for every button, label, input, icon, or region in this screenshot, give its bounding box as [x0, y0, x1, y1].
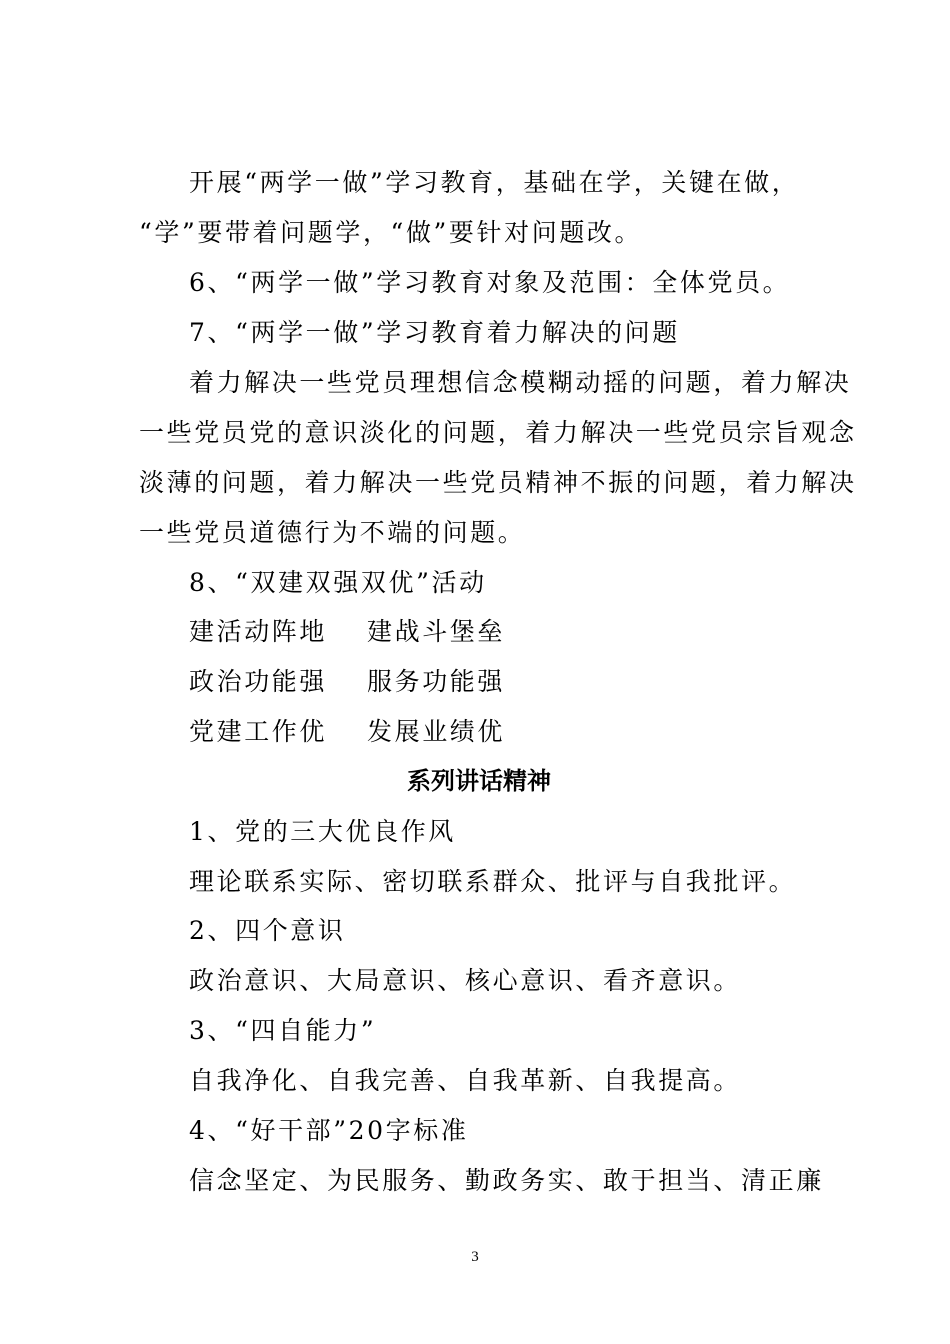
page-number: 3	[471, 1249, 479, 1265]
paragraph-line: 开展“两学一做”学习教育，基础在学，关键在做，	[189, 168, 800, 197]
list-item-2: 2、四个意识	[189, 916, 346, 945]
paragraph-line: 淡薄的问题，着力解决一些党员精神不振的问题，着力解决	[139, 468, 857, 497]
list-item-4: 4、“好干部”20字标准	[189, 1116, 469, 1145]
paragraph-line: 自我净化、自我完善、自我革新、自我提高。	[189, 1066, 742, 1095]
paragraph-line: 一些党员道德行为不端的问题。	[139, 518, 526, 547]
paragraph-line: 信念坚定、为民服务、勤政务实、敢于担当、清正廉	[189, 1166, 824, 1195]
list-item-3: 3、“四自能力”	[189, 1016, 377, 1045]
activity-pair-row	[139, 715, 869, 749]
paragraph-line: 政治意识、大局意识、核心意识、看齐意识。	[189, 966, 742, 995]
activity-item: 建战斗堡垒	[367, 617, 506, 646]
activity-pair-row	[139, 665, 869, 699]
activity-pair-row	[139, 615, 869, 649]
paragraph-line: 着力解决一些党员理想信念模糊动摇的问题，着力解决	[189, 368, 852, 397]
activity-item: 建活动阵地	[189, 617, 328, 646]
list-item-6: 6、“两学一做”学习教育对象及范围：全体党员。	[189, 268, 791, 297]
list-item-7: 7、“两学一做”学习教育着力解决的问题	[189, 318, 680, 347]
activity-item: 发展业绩优	[367, 717, 506, 746]
list-item-8: 8、“双建双强双优”活动	[189, 568, 487, 597]
list-item-1: 1、党的三大优良作风	[189, 817, 456, 846]
activity-item: 服务功能强	[367, 667, 506, 696]
paragraph-line: 理论联系实际、密切联系群众、批评与自我批评。	[189, 867, 797, 896]
paragraph-line: “学”要带着问题学，“做”要针对问题改。	[139, 218, 643, 247]
activity-item: 政治功能强	[189, 667, 328, 696]
section-heading: 系列讲话精神	[407, 767, 551, 795]
activity-item: 党建工作优	[189, 717, 328, 746]
paragraph-line: 一些党员党的意识淡化的问题，着力解决一些党员宗旨观念	[139, 418, 857, 447]
